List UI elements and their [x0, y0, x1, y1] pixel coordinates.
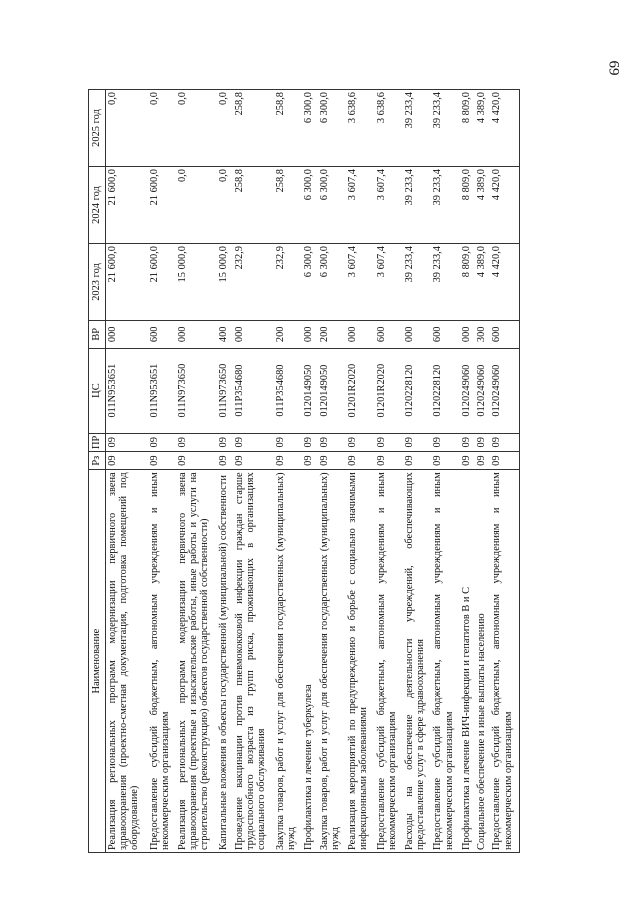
cell-rz: 09	[346, 451, 374, 469]
cell-2024: 0,0	[217, 167, 232, 244]
cell-2023: 4 420,0	[490, 244, 519, 321]
cell-rz: 09	[475, 451, 490, 469]
cell-2024: 6 300,0	[318, 167, 346, 244]
cell-2023: 4 389,0	[475, 244, 490, 321]
cell-name: Предоставление субсидий бюджетным, автономным учреждениям и иным некоммерческим организациям	[148, 470, 176, 853]
table-row	[106, 90, 148, 853]
cell-pr: 09	[302, 433, 317, 451]
table-row	[176, 90, 217, 853]
cell-pr: 09	[176, 433, 217, 451]
cell-2023: 6 300,0	[302, 244, 317, 321]
header-2025: 2025 год	[89, 90, 106, 167]
cell-vr: 400	[217, 321, 232, 349]
cell-rz: 09	[106, 451, 148, 469]
cell-cs: 0120249060	[460, 348, 475, 433]
cell-pr: 09	[148, 433, 176, 451]
table-header-row	[89, 90, 106, 853]
cell-2025: 39 233,4	[431, 90, 459, 167]
cell-cs: 011N973650	[217, 348, 232, 433]
cell-vr: 000	[460, 321, 475, 349]
table-row	[274, 90, 302, 853]
cell-rz: 09	[148, 451, 176, 469]
cell-2025: 4 389,0	[475, 90, 490, 167]
cell-2025: 0,0	[176, 90, 217, 167]
cell-rz: 09	[302, 451, 317, 469]
cell-2023: 21 600,0	[148, 244, 176, 321]
budget-table	[88, 89, 520, 853]
cell-2023: 3 607,4	[375, 244, 403, 321]
cell-rz: 09	[318, 451, 346, 469]
header-2023: 2023 год	[89, 244, 106, 321]
cell-pr: 09	[475, 433, 490, 451]
cell-pr: 09	[490, 433, 519, 451]
cell-vr: 300	[475, 321, 490, 349]
cell-pr: 09	[375, 433, 403, 451]
cell-rz: 09	[460, 451, 475, 469]
cell-vr: 000	[106, 321, 148, 349]
table-row	[475, 90, 490, 853]
cell-name: Предоставление субсидий бюджетным, автономным учреждениям и иным некоммерческим организациям	[375, 470, 403, 853]
cell-cs: 011N953651	[148, 348, 176, 433]
table-row	[302, 90, 317, 853]
cell-2024: 39 233,4	[431, 167, 459, 244]
cell-pr: 09	[460, 433, 475, 451]
header-vr: ВР	[89, 321, 106, 349]
cell-2024: 21 600,0	[106, 167, 148, 244]
cell-2024: 6 300,0	[302, 167, 317, 244]
cell-2023: 39 233,4	[431, 244, 459, 321]
header-name: Наименование	[89, 470, 106, 853]
table-row	[318, 90, 346, 853]
cell-2023: 232,9	[233, 244, 274, 321]
cell-cs: 0120228120	[403, 348, 431, 433]
cell-name: Профилактика и лечение ВИЧ-инфекции и гепатитов В и С	[460, 470, 475, 853]
cell-cs: 01201R2020	[346, 348, 374, 433]
table-row	[148, 90, 176, 853]
cell-pr: 09	[403, 433, 431, 451]
cell-2024: 21 600,0	[148, 167, 176, 244]
cell-vr: 200	[274, 321, 302, 349]
header-cs: ЦС	[89, 348, 106, 433]
cell-rz: 09	[375, 451, 403, 469]
table-row	[217, 90, 232, 853]
table-row	[431, 90, 459, 853]
cell-2025: 0,0	[106, 90, 148, 167]
cell-cs: 011P354680	[233, 348, 274, 433]
cell-2023: 21 600,0	[106, 244, 148, 321]
cell-rz: 09	[403, 451, 431, 469]
cell-name: Расходы на обеспечение деятельности учреждений, обеспечивающих предоставление услуг в сфере здравоохранения	[403, 470, 431, 853]
cell-2025: 0,0	[217, 90, 232, 167]
cell-2024: 4 389,0	[475, 167, 490, 244]
cell-name: Реализация региональных программ модернизации первичного звена здравоохранения (проектно-сметная документация, подготовка помещений под оборудование)	[106, 470, 148, 853]
cell-2025: 258,8	[233, 90, 274, 167]
cell-vr: 200	[318, 321, 346, 349]
table-row	[460, 90, 475, 853]
cell-2025: 3 638,6	[375, 90, 403, 167]
cell-rz: 09	[176, 451, 217, 469]
cell-2024: 258,8	[274, 167, 302, 244]
cell-2024: 0,0	[176, 167, 217, 244]
cell-2023: 8 809,0	[460, 244, 475, 321]
cell-cs: 011N953651	[106, 348, 148, 433]
cell-vr: 600	[148, 321, 176, 349]
table-row	[233, 90, 274, 853]
cell-2025: 0,0	[148, 90, 176, 167]
cell-2024: 39 233,4	[403, 167, 431, 244]
header-2024: 2024 год	[89, 167, 106, 244]
header-rz: Рз	[89, 451, 106, 469]
cell-rz: 09	[490, 451, 519, 469]
cell-2023: 3 607,4	[346, 244, 374, 321]
cell-vr: 000	[403, 321, 431, 349]
cell-pr: 09	[274, 433, 302, 451]
cell-name: Реализация региональных программ модернизации первичного звена здравоохранения (проектные и изыскательские работы, иные работы и услуги на строительство (реконструкцию) объектов государственной собственности)	[176, 470, 217, 853]
cell-name: Социальное обеспечение и иные выплаты населению	[475, 470, 490, 853]
cell-cs: 0120249060	[475, 348, 490, 433]
cell-name: Предоставление субсидий бюджетным, автономным учреждениям и иным некоммерческим организациям	[490, 470, 519, 853]
cell-name: Проведение вакцинации против пневмококковой инфекции граждан старше трудоспособного возраста из групп риска, проживающих в организациях социального обслуживания	[233, 470, 274, 853]
cell-2024: 8 809,0	[460, 167, 475, 244]
cell-rz: 09	[274, 451, 302, 469]
cell-vr: 000	[176, 321, 217, 349]
cell-name: Предоставление субсидий бюджетным, автономным учреждениям и иным некоммерческим организациям	[431, 470, 459, 853]
cell-2025: 8 809,0	[460, 90, 475, 167]
cell-name: Профилактика и лечение туберкулеза	[302, 470, 317, 853]
page-number: 69	[605, 60, 622, 76]
table-row	[403, 90, 431, 853]
cell-pr: 09	[106, 433, 148, 451]
cell-pr: 09	[346, 433, 374, 451]
cell-2023: 232,9	[274, 244, 302, 321]
cell-2024: 258,8	[233, 167, 274, 244]
cell-pr: 09	[217, 433, 232, 451]
header-pr: ПР	[89, 433, 106, 451]
cell-rz: 09	[217, 451, 232, 469]
cell-pr: 09	[431, 433, 459, 451]
cell-name: Капитальные вложения в объекты государственной (муниципальной) собственности	[217, 470, 232, 853]
table-row	[375, 90, 403, 853]
cell-2023: 6 300,0	[318, 244, 346, 321]
cell-2023: 15 000,0	[217, 244, 232, 321]
cell-vr: 600	[431, 321, 459, 349]
cell-vr: 000	[346, 321, 374, 349]
cell-cs: 011N973650	[176, 348, 217, 433]
cell-2025: 4 420,0	[490, 90, 519, 167]
cell-name: Реализация мероприятий по предупреждению и борьбе с социально значимыми инфекционными заболеваниями	[346, 470, 374, 853]
cell-2025: 3 638,6	[346, 90, 374, 167]
cell-vr: 000	[302, 321, 317, 349]
cell-pr: 09	[318, 433, 346, 451]
cell-2024: 3 607,4	[375, 167, 403, 244]
cell-name: Закупка товаров, работ и услуг для обеспечения государственных (муниципальных) нужд	[318, 470, 346, 853]
cell-2025: 39 233,4	[403, 90, 431, 167]
cell-vr: 600	[375, 321, 403, 349]
cell-cs: 0120149050	[302, 348, 317, 433]
cell-cs: 01201R2020	[375, 348, 403, 433]
cell-cs: 0120149050	[318, 348, 346, 433]
rotated-table-wrapper	[88, 89, 520, 853]
cell-rz: 09	[233, 451, 274, 469]
cell-2025: 6 300,0	[318, 90, 346, 167]
cell-2023: 15 000,0	[176, 244, 217, 321]
cell-vr: 600	[490, 321, 519, 349]
cell-vr: 000	[233, 321, 274, 349]
cell-rz: 09	[431, 451, 459, 469]
cell-pr: 09	[233, 433, 274, 451]
cell-2024: 3 607,4	[346, 167, 374, 244]
cell-name: Закупка товаров, работ и услуг для обеспечения государственных (муниципальных) нужд	[274, 470, 302, 853]
table-row	[346, 90, 374, 853]
cell-2023: 39 233,4	[403, 244, 431, 321]
cell-2025: 258,8	[274, 90, 302, 167]
cell-cs: 0120228120	[431, 348, 459, 433]
cell-2024: 4 420,0	[490, 167, 519, 244]
table-row	[490, 90, 519, 853]
cell-cs: 0120249060	[490, 348, 519, 433]
cell-cs: 011P354680	[274, 348, 302, 433]
cell-2025: 6 300,0	[302, 90, 317, 167]
